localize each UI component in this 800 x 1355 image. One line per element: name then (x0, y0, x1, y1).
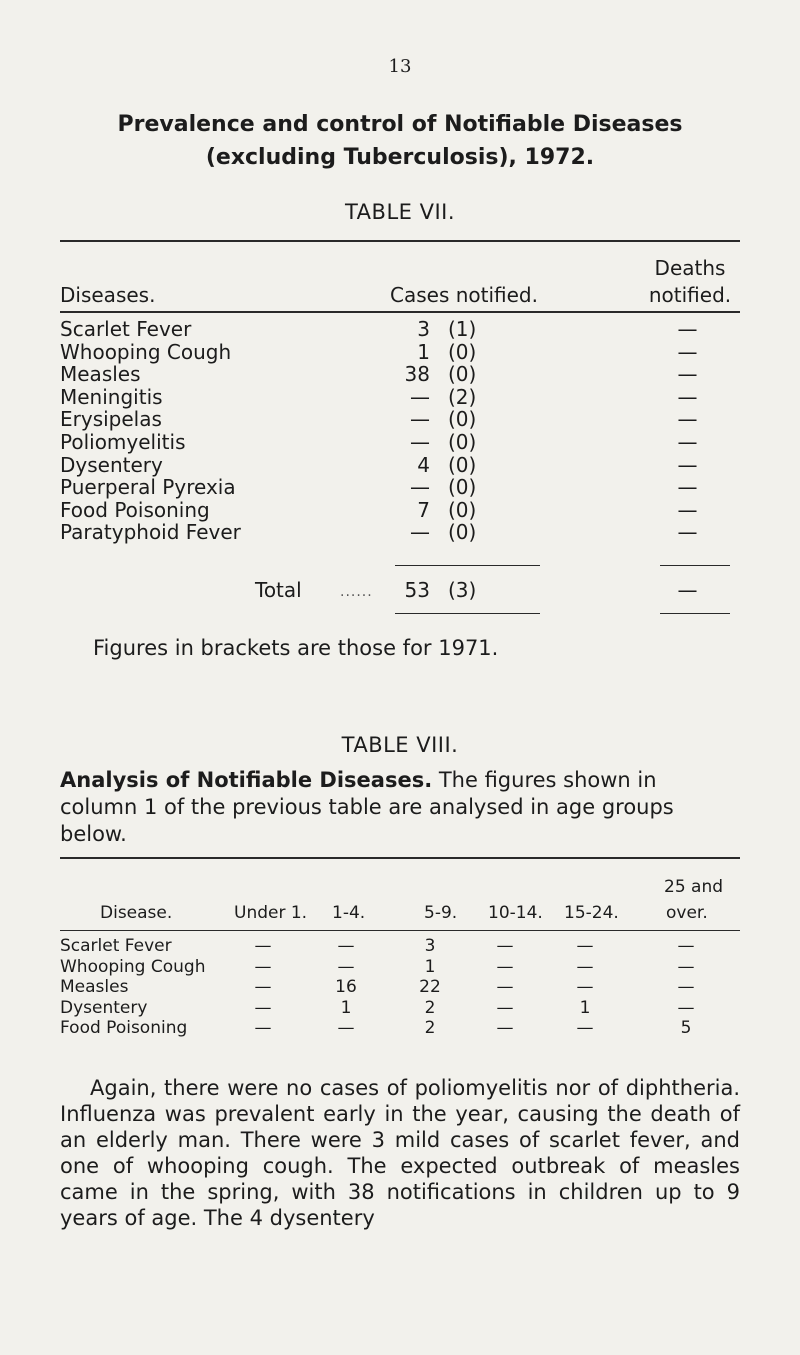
table8-intro (60, 767, 740, 848)
table7-row-previous: (0) (448, 498, 477, 522)
table7-total-leader: ...... (340, 584, 373, 600)
table8-cell-5-9: 3 (424, 936, 436, 956)
table7-row-disease: Food Poisoning (60, 498, 210, 522)
table8-cell-25-over: — (677, 998, 695, 1018)
table7-row-deaths: — (677, 362, 698, 386)
table8-row-disease: Measles (60, 977, 129, 997)
table7-row-disease: Paratyphoid Fever (60, 520, 241, 544)
table7-row-previous: (0) (448, 520, 477, 544)
table8-header-15-24: 15-24. (564, 903, 619, 923)
table8-cell-25-over: — (677, 936, 695, 956)
table8-header-25-over-2: over. (666, 903, 708, 923)
table8-cell-1-4: — (337, 1018, 355, 1038)
table7-row-disease: Dysentery (60, 453, 163, 477)
table8-header-rule (60, 930, 740, 931)
table8-intro-bold: Analysis of Notifiable Diseases. (60, 768, 433, 792)
table7-row-deaths: — (677, 430, 698, 454)
table7-row-deaths: — (677, 317, 698, 341)
table7-header-deaths-2: notified. (648, 283, 732, 307)
table8-cell-15-24: — (576, 936, 594, 956)
table8-cell-1-4: — (337, 936, 355, 956)
table7-row-deaths: — (677, 340, 698, 364)
table7-deaths-total-rule-bottom (660, 613, 730, 614)
table7-row-previous: (1) (448, 317, 477, 341)
table8-cell-15-24: 1 (579, 998, 591, 1018)
table8-top-rule (60, 857, 740, 859)
table7-row-cases: 3 (417, 317, 430, 341)
table7-total-cases: 53 (404, 578, 430, 602)
table8-cell-10-14: — (496, 1018, 514, 1038)
table7-row-previous: (0) (448, 340, 477, 364)
table8-cell-under1: — (254, 998, 272, 1018)
table8-row-disease: Dysentery (60, 998, 148, 1018)
table8-caption: TABLE VIII. (341, 733, 459, 757)
table7-row-cases: — (410, 520, 430, 544)
table8-cell-under1: — (254, 957, 272, 977)
table8-cell-10-14: — (496, 936, 514, 956)
closing-paragraph: Again, there were no cases of poliomyelitis nor of diphtheria. Influenza was prevalent early in the year, causing the death of an elderly man. There were 3 mild cases of scarlet fever, and one of whooping cough. The expected outbreak of measles came in the spring, with 38 notifications in children up to 9 years of age. The 4 dysentery (60, 1076, 740, 1230)
table7-row-deaths: — (677, 453, 698, 477)
table8-cell-10-14: — (496, 957, 514, 977)
table8-cell-15-24: — (576, 977, 594, 997)
table8-cell-25-over: — (677, 957, 695, 977)
table8-cell-5-9: 1 (424, 957, 436, 977)
table7-row-cases: 4 (417, 453, 430, 477)
table7-row-disease: Puerperal Pyrexia (60, 475, 236, 499)
table7-row-previous: (0) (448, 475, 477, 499)
table8-cell-1-4: 1 (340, 998, 352, 1018)
table7-row-disease: Scarlet Fever (60, 317, 192, 341)
table8-cell-under1: — (254, 977, 272, 997)
table8-header-10-14: 10-14. (488, 903, 543, 923)
table7-row-deaths: — (677, 385, 698, 409)
table7-row-disease: Poliomyelitis (60, 430, 186, 454)
table8-cell-1-4: — (337, 957, 355, 977)
table7-row-deaths: — (677, 407, 698, 431)
table8-cell-15-24: — (576, 957, 594, 977)
table7-total-previous: (3) (448, 578, 477, 602)
table7-row-cases: — (410, 407, 430, 431)
table7-header-cases: Cases notified. (390, 283, 538, 307)
table7-total-label: Total (255, 578, 302, 602)
table7-row-previous: (0) (448, 407, 477, 431)
table7-row-disease: Erysipelas (60, 407, 162, 431)
table7-total-deaths: — (677, 578, 698, 602)
table8-cell-25-over: 5 (680, 1018, 692, 1038)
table8-cell-1-4: 16 (335, 977, 357, 997)
table7-row-cases: — (410, 385, 430, 409)
table8-cell-10-14: — (496, 977, 514, 997)
page-number: 13 (388, 56, 412, 77)
page-title: Prevalence and control of Notifiable Diseases (117, 112, 683, 137)
table8-cell-under1: — (254, 936, 272, 956)
table7-caption: TABLE VII. (344, 200, 456, 224)
table7-row-previous: (2) (448, 385, 477, 409)
table7-deaths-total-rule-top (660, 565, 730, 566)
table8-header-5-9: 5-9. (424, 903, 458, 923)
table8-cell-5-9: 2 (424, 1018, 436, 1038)
table7-row-cases: — (410, 475, 430, 499)
table7-row-deaths: — (677, 475, 698, 499)
table8-header-under1: Under 1. (234, 903, 308, 923)
table7-row-cases: 7 (417, 498, 430, 522)
table7-row-cases: — (410, 430, 430, 454)
table7-header-diseases: Diseases. (60, 283, 156, 307)
table7-header-deaths: Deaths (654, 256, 726, 280)
table8-row-disease: Whooping Cough (60, 957, 206, 977)
table8-header-disease: Disease. (100, 903, 173, 923)
table8-cell-10-14: — (496, 998, 514, 1018)
table8-cell-5-9: 22 (419, 977, 441, 997)
table8-header-25-over: 25 and (664, 877, 724, 897)
table7-row-previous: (0) (448, 362, 477, 386)
table8-cell-under1: — (254, 1018, 272, 1038)
table7-total-rule-top (395, 565, 540, 566)
table8-cell-5-9: 2 (424, 998, 436, 1018)
table7-row-disease: Measles (60, 362, 141, 386)
table7-row-disease: Whooping Cough (60, 340, 232, 364)
table8-row-disease: Scarlet Fever (60, 936, 172, 956)
table8-row-disease: Food Poisoning (60, 1018, 188, 1038)
table7-row-cases: 38 (404, 362, 430, 386)
table7-row-previous: (0) (448, 430, 477, 454)
table7-row-cases: 1 (417, 340, 430, 364)
table7-row-deaths: — (677, 520, 698, 544)
table7-note: Figures in brackets are those for 1971. (93, 636, 499, 660)
table7-row-previous: (0) (448, 453, 477, 477)
table7-row-deaths: — (677, 498, 698, 522)
table8-cell-25-over: — (677, 977, 695, 997)
page-subtitle: (excluding Tuberculosis), 1972. (205, 145, 595, 170)
table8-intro-text: The figures shown in column 1 of the previous table are analysed in age groups below. (60, 768, 674, 846)
table7-row-disease: Meningitis (60, 385, 163, 409)
table8-cell-15-24: — (576, 1018, 594, 1038)
table7-top-rule (60, 240, 740, 242)
table7-header-rule (60, 311, 740, 313)
table8-header-1-4: 1-4. (332, 903, 366, 923)
table7-total-rule-bottom (395, 613, 540, 614)
